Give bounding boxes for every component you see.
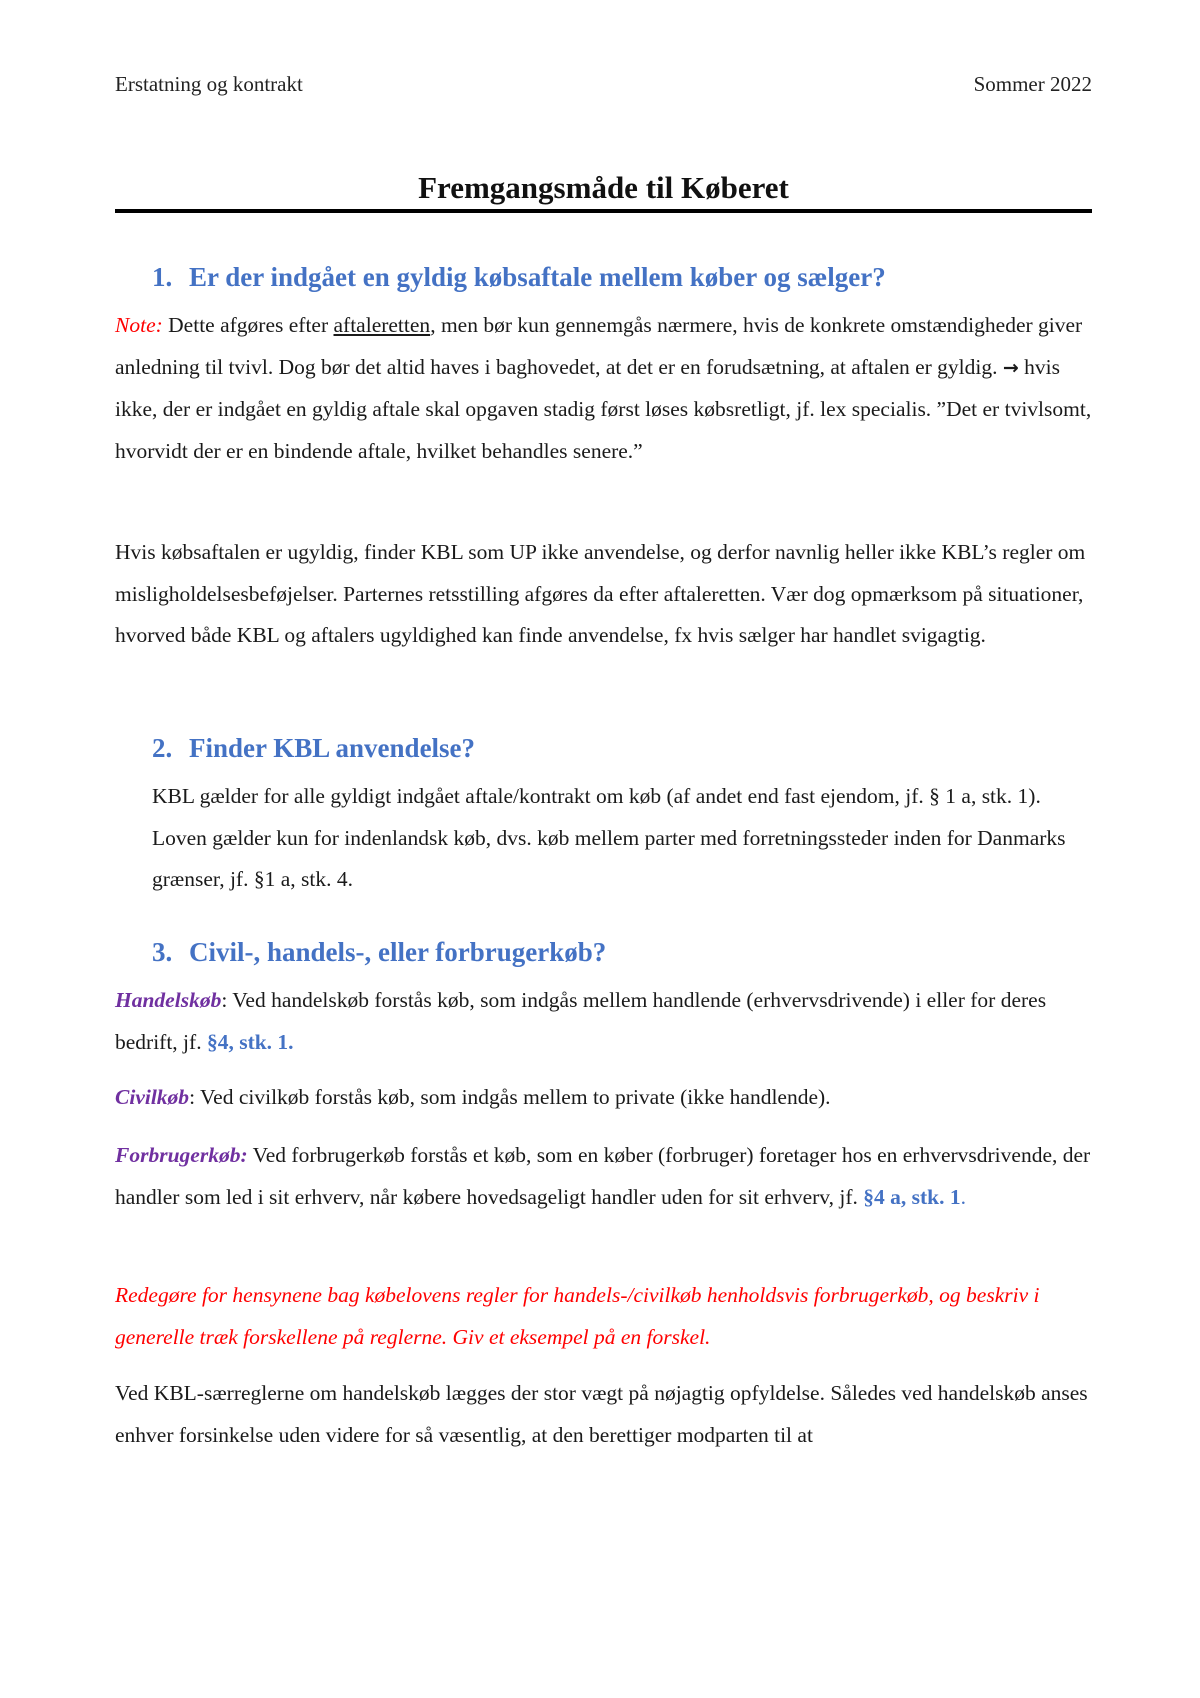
section-1-paragraph-2: Hvis købsaftalen er ugyldig, finder KBL som UP ikke anvendelse, og derfor navnlig heller ikke KBL’s regler om misligholdelsesbeføjelser. Parternes retsstilling afgøres da efter aftaleretten. Vær dog opmærksom på situationer, hvorved både KBL og aftalers ugyldighed kan finde anvendelse, fx hvis sælger har handlet svigagtig.: [115, 540, 1086, 647]
civilkob-text: : Ved civilkøb forstås køb, som indgås mellem to private (ikke handlende).: [189, 1085, 831, 1109]
note-label: Note:: [115, 313, 163, 337]
handelskob-label: Handelskøb: [115, 988, 222, 1012]
answer-paragraph: Ved KBL-særreglerne om handelskøb lægges der stor vægt på nøjagtig opfyldelse. Således ved handelskøb anses enhver forsinkelse uden videre for så væsentlig, at den berettiger modparten til at: [115, 1381, 1088, 1447]
section-2-title: Finder KBL anvendelse?: [189, 733, 476, 763]
note-text-pre: Dette afgøres efter: [162, 313, 334, 337]
forbrugerkob-label: Forbrugerkøb:: [115, 1143, 248, 1167]
section-1-heading: [152, 262, 886, 293]
section-2-body: KBL gælder for alle gyldigt indgået aftale/kontrakt om køb (af andet end fast ejendom, jf. § 1 a, stk. 1). Loven gælder kun for indenlandsk køb, dvs. køb mellem parter med forretningssteder inden for Danmarks grænser, jf. §1 a, stk. 4.: [152, 784, 1066, 891]
civilkob-label: Civilkøb: [115, 1085, 190, 1109]
section-1-note: [115, 305, 1092, 472]
handelskob-text: : Ved handelskøb forstås køb, som indgås mellem handlende (erhvervsdrivende) i eller for deres bedrift, jf.: [115, 988, 1047, 1054]
right-arrow-icon: →: [1002, 356, 1019, 379]
forbrugerkob-end: .: [960, 1184, 967, 1209]
section-2-number: 2.: [152, 733, 173, 763]
section-3-number: 3.: [152, 937, 173, 967]
header-course: Erstatning og kontrakt: [115, 72, 303, 96]
note-text-post: , men bør kun gennemgås nærmere, hvis de konkrete omstændigheder giver anledning til tvivl. Dog bør det altid haves i baghovedet, at det er en forudsætning, at aftalen er gyldig.: [115, 313, 1083, 379]
aftaleretten-link: aftaleretten: [333, 313, 431, 337]
title-rule: [115, 209, 1092, 213]
page-header: [115, 72, 1092, 97]
handelskob-reference: §4, stk. 1.: [206, 1029, 294, 1054]
exam-question: Redegøre for hensynene bag købelovens regler for handels-/civilkøb henholdsvis forbrugerkøb, og beskriv i generelle træk forskellene på reglerne. Giv et eksempel på en forskel.: [115, 1283, 1040, 1349]
section-3-title: Civil-, handels-, eller forbrugerkøb?: [189, 937, 607, 967]
section-1-number: 1.: [152, 262, 173, 292]
handelskob-definition: [115, 980, 1092, 1063]
section-1-title: Er der indgået en gyldig købsaftale mellem køber og sælger?: [189, 262, 886, 292]
header-term: Sommer 2022: [973, 72, 1092, 96]
forbrugerkob-text: Ved forbrugerkøb forstås et køb, som en køber (forbruger) foretager hos en erhvervsdrivende, der handler som led i sit erhverv, når købere hovedsageligt handler uden for sit erhverv, jf.: [115, 1143, 1091, 1209]
note-text-tail: hvis ikke, der er indgået en gyldig aftale skal opgaven stadig først løses købsretligt, jf. lex specialis. ”Det er tvivlsomt, hvorvidt der er en bindende aftale, hvilket behandles senere.”: [115, 354, 1092, 463]
page-title: Fremgangsmåde til Køberet: [418, 170, 789, 205]
section-3-heading: [152, 937, 606, 968]
forbrugerkob-reference: §4 a, stk. 1: [863, 1184, 961, 1209]
forbrugerkob-definition: [115, 1135, 1092, 1218]
section-2-heading: [152, 733, 475, 764]
civilkob-definition: [115, 1077, 1092, 1119]
